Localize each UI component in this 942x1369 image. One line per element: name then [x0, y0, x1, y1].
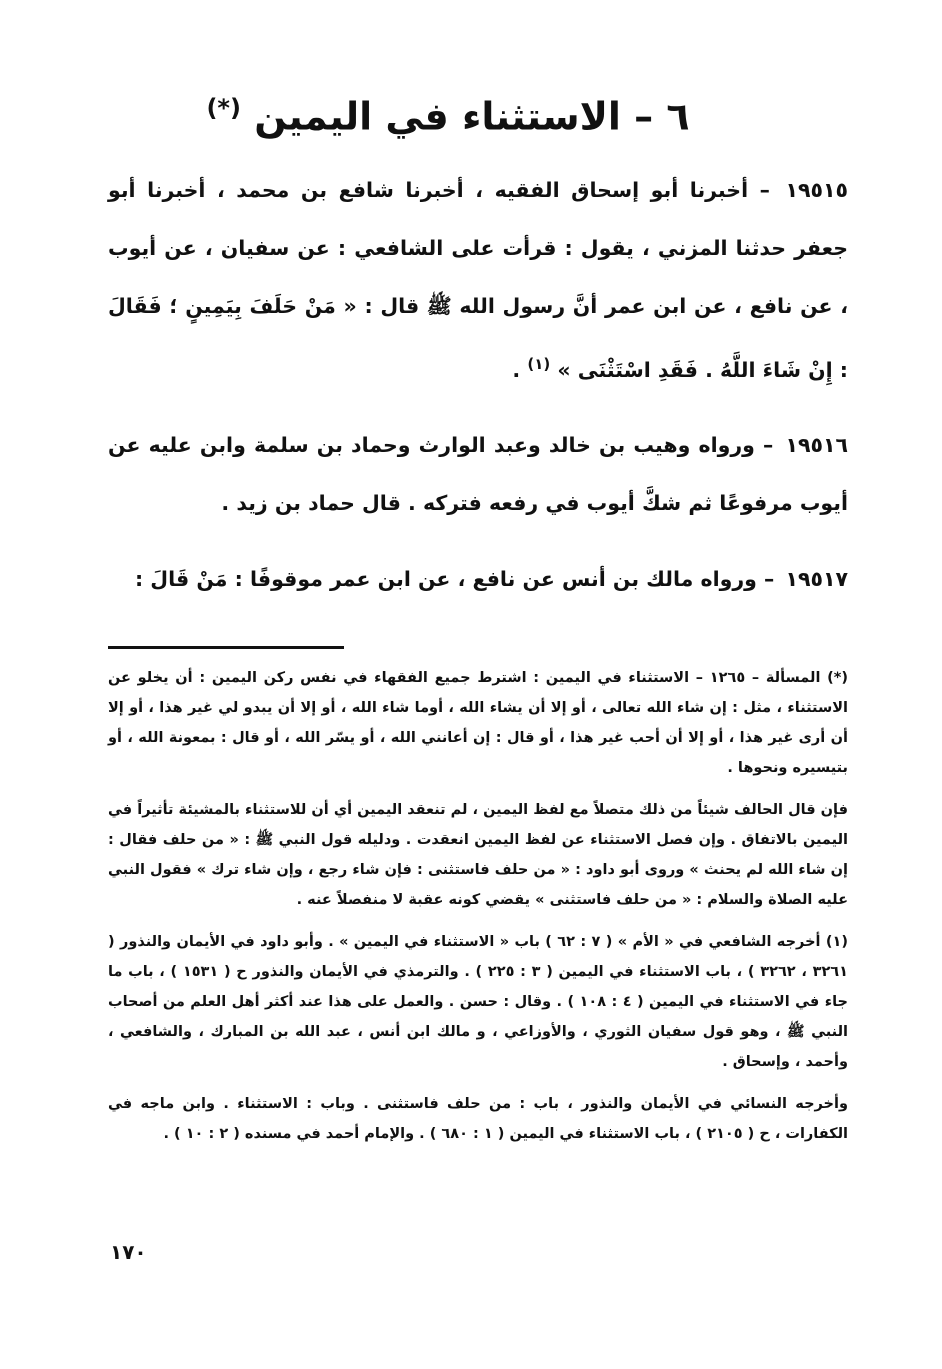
hadith-number: ١٩٥١٧ [785, 567, 848, 592]
footnote-divider-wrap [108, 634, 848, 653]
chapter-title-text: ٦ – الاستثناء في اليمين [254, 94, 690, 139]
footnote-paragraph: فإن قال الحالف شيئاً من ذلك متصلاً مع لفظ اليمين ، لم تنعقد اليمين أي أن للاستثناء بالمشيئة تأثيراً في اليمين بالاتفاق . وإن فصل الاستثناء عن لفظ اليمين انعقدت . ودليله قول النبي ﷺ : « من حلف فقال : إن شاء الله لم يحنث » وروى أبو داود : « من حلف فاستثنى : فإن شاء رجع ، وإن شاء ترك » فقول النبي عليه الصلاة والسلام : « من حلف فاستثنى » يقضي كونه عقبة لا منفصلاً عنه . [108, 802, 848, 909]
footnote-reference: (١) [527, 354, 551, 373]
book-page [108, 80, 848, 1161]
hadith-paragraph [108, 161, 848, 399]
footnote-divider [108, 646, 344, 649]
hadith-paragraph [108, 416, 848, 532]
chapter-title [108, 80, 848, 145]
footnote-paragraph: (١) أخرجه الشافعي في « الأم » ( ٧ : ٦٢ ) باب « الاستثناء في اليمين » . وأبو داود في الأيمان والنذور ( ٣٢٦١ ، ٣٢٦٢ ) ، باب الاستثناء في اليمين ( ٣ : ٢٢٥ ) . والترمذي في الأيمان والنذور ح ( ١٥٣١ ) ، باب ما جاء في الاستثناء في اليمين ( ٤ : ١٠٨ ) . وقال : حسن . والعمل على هذا عند أكثر أهل العلم من أصحاب النبي ﷺ ، وهو قول سفيان الثوري ، والأوزاعي ، و مالك ابن أنس ، عبد الله بن المبارك ، والشافعي ، وأحمد ، وإسحاق . [108, 934, 848, 1071]
hadith-paragraph [108, 550, 848, 608]
hadith-text: – أخبرنا أبو إسحاق الفقيه ، أخبرنا شافع بن محمد ، أخبرنا أبو جعفر حدثنا المزني ، يقول : قرأت على الشافعي : عن سفيان ، عن أيوب ، عن نافع ، عن ابن عمر أنَّ رسول الله ﷺ قال : « مَنْ حَلَفَ بِيَمِينٍ ؛ فَقَالَ : إِنْ شَاءَ اللَّهُ . فَقَدِ اسْتَثْنَى » [108, 177, 848, 382]
hadith-end-mark: . [512, 357, 521, 382]
title-footnote-mark: (*) [206, 94, 241, 122]
footnote-paragraph: وأخرجه النسائي في الأيمان والنذور ، باب : من حلف فاستثنى . وباب : الاستثناء . وابن ماجه في الكفارات ، ح ( ٢١٠٥ ) ، باب الاستثناء في اليمين ( ١ : ٦٨٠ ) . والإمام أحمد في مسنده ( ٢ : ١٠ ) . [108, 1096, 848, 1143]
hadith-number: ١٩٥١٦ [785, 433, 848, 458]
page-number: ١٧٠ [110, 1240, 147, 1264]
hadith-text: – ورواه وهيب بن خالد وعبد الوارث وحماد بن سلمة وابن عليه عن أيوب مرفوعًا ثم شكَّ أيوب في رفعه فتركه . قال حماد بن زيد . [108, 433, 848, 516]
footnote-paragraph: (*) المسألة – ١٢٦٥ – الاستثناء في اليمين : اشترط جميع الفقهاء في نفس ركن اليمين : أن يخلو عن الاستثناء ، مثل : إن شاء الله تعالى ، أو إلا أن يشاء الله ، أوما شاء الله ، أو إلا أن يبدو لي غير هذا ، أو إلا أن أرى غير هذا ، أو إلا أن أحب غير هذا ، أو قال : إن أعانني الله ، أو يسّر الله ، أو قال : بمعونة الله ، أو بتيسيره ونحوها . [108, 670, 848, 777]
hadith-text: – ورواه مالك بن أنس عن نافع ، عن ابن عمر موقوفًا : مَنْ قَالَ : [134, 567, 775, 592]
hadith-number: ١٩٥١٥ [785, 177, 849, 202]
